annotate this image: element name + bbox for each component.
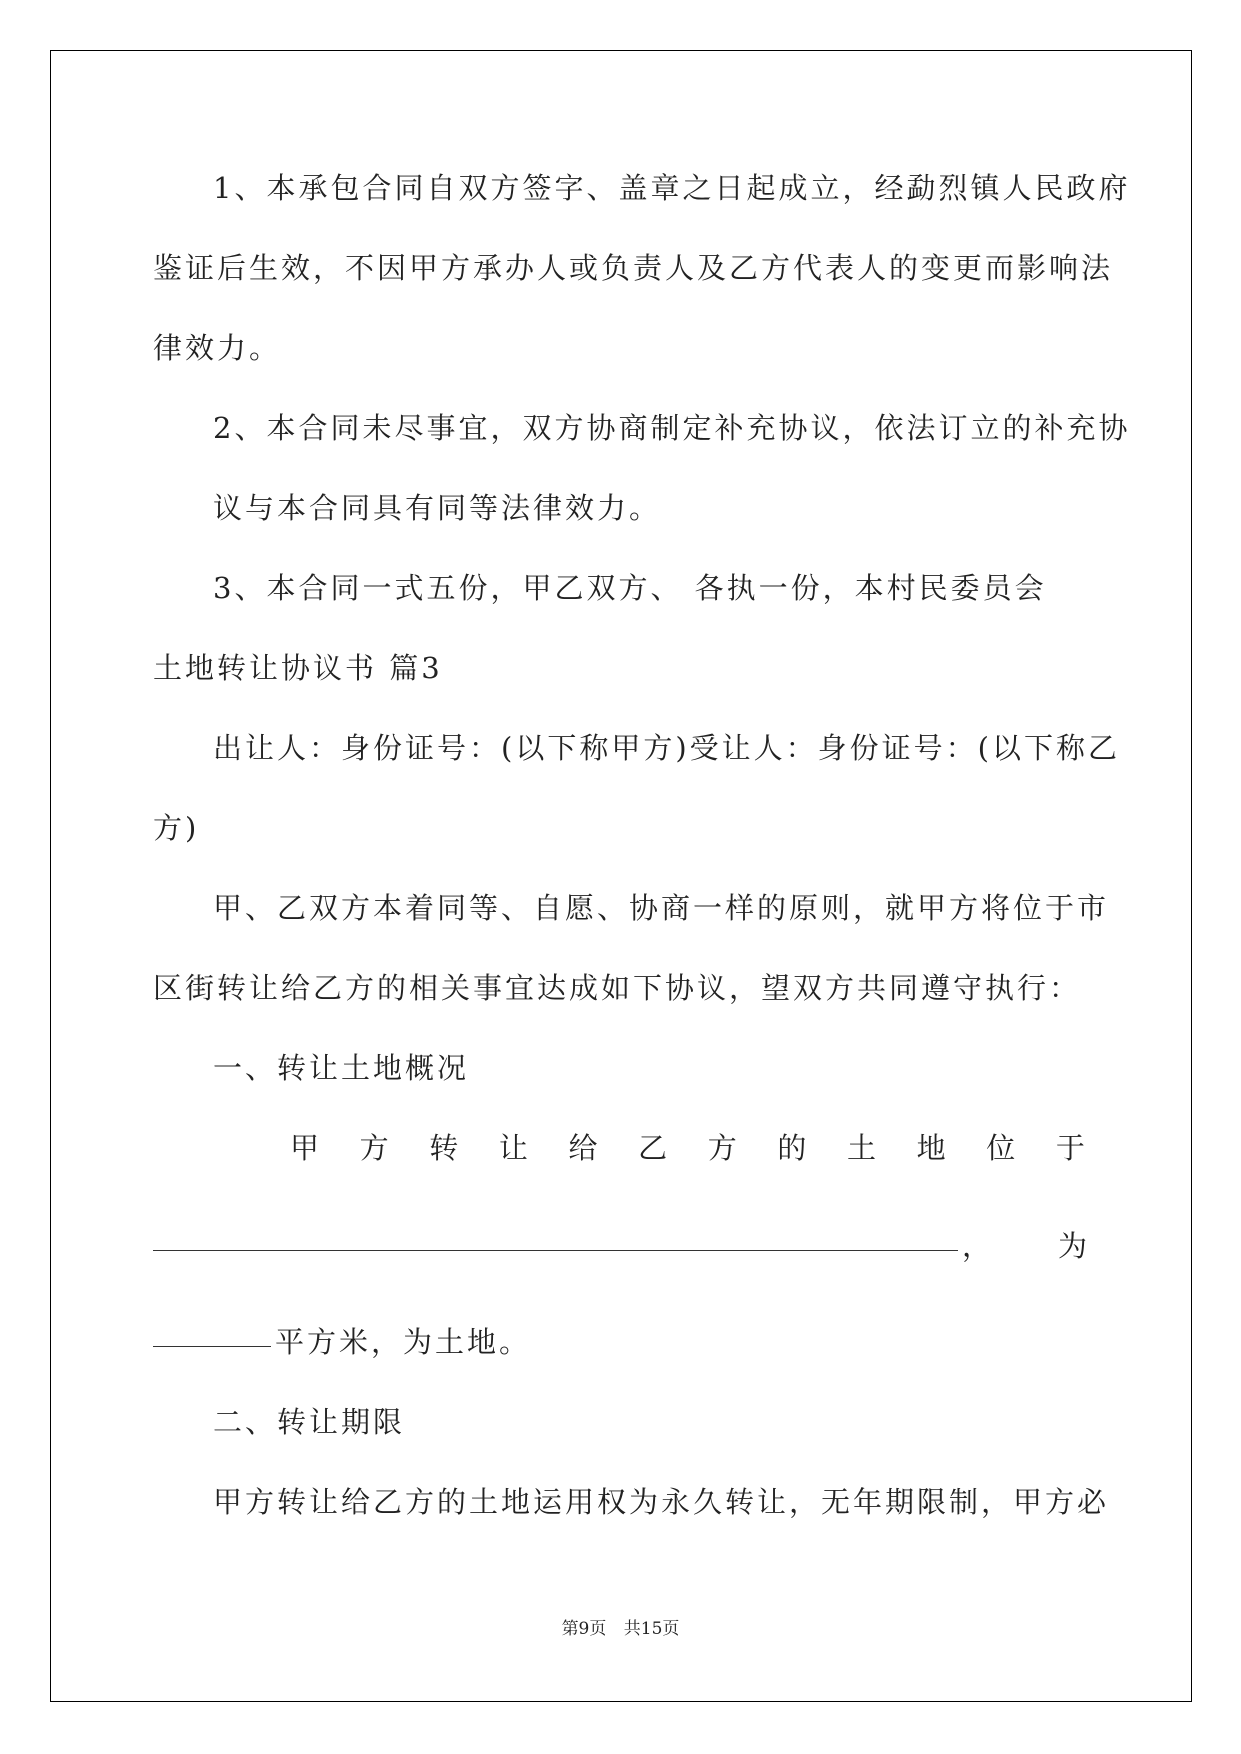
- fill-in-blank-short: [153, 1346, 271, 1347]
- spread-char: 甲: [290, 1131, 323, 1165]
- paragraph-line: 议与本合同具有同等法律效力。: [213, 491, 662, 525]
- spread-char: 方: [359, 1131, 392, 1165]
- blank-comma: ，: [962, 1229, 992, 1263]
- spread-char: 位: [986, 1131, 1019, 1165]
- paragraph-line: 出让人：身份证号：(以下称甲方)受让人：身份证号：(以下称乙: [213, 731, 1120, 765]
- blank-suffix: 为: [1058, 1229, 1088, 1263]
- spread-char: 让: [498, 1131, 531, 1165]
- paragraph-line: 区街转让给乙方的相关事宜达成如下协议，望双方共同遵守执行：: [153, 971, 1082, 1005]
- paragraph-line: 鉴证后生效，不因甲方承办人或负责人及乙方代表人的变更而影响法: [153, 251, 1114, 285]
- page-total: 共15页: [623, 1619, 680, 1639]
- paragraph-line: 律效力。: [153, 331, 282, 365]
- spread-char: 于: [1055, 1131, 1088, 1165]
- subsection-title: 一、转让土地概况: [213, 1051, 470, 1085]
- page-footer: [0, 1614, 1241, 1639]
- paragraph-line: 甲、乙双方本着同等、自愿、协商一样的原则，就甲方将位于市: [213, 891, 1110, 925]
- page-border: [50, 50, 1192, 1702]
- spread-text-line: [290, 1128, 1088, 1168]
- paragraph-line: 方): [153, 811, 200, 845]
- section-heading: 土地转让协议书 篇3: [153, 651, 443, 685]
- subsection-title: 二、转让期限: [213, 1405, 406, 1439]
- spread-char: 乙: [638, 1131, 671, 1165]
- paragraph-line: 3、本合同一式五份，甲乙双方、 各执一份，本村民委员会: [213, 571, 1047, 605]
- paragraph-line: 甲方转让给乙方的土地运用权为永久转让，无年期限制，甲方必: [213, 1485, 1110, 1519]
- spread-char: 方: [707, 1131, 740, 1165]
- paragraph-line: 平方米，为土地。: [275, 1325, 532, 1359]
- spread-char: 转: [429, 1131, 462, 1165]
- page-number: 第9页: [561, 1619, 607, 1639]
- paragraph-line: 1、本承包合同自双方签字、盖章之日起成立，经勐烈镇人民政府: [213, 171, 1131, 205]
- spread-char: 的: [777, 1131, 810, 1165]
- spread-char: 土: [847, 1131, 880, 1165]
- fill-in-blank: [153, 1250, 958, 1251]
- paragraph-line: 2、本合同未尽事宜，双方协商制定补充协议，依法订立的补充协: [213, 411, 1131, 445]
- spread-char: 地: [916, 1131, 949, 1165]
- spread-char: 给: [568, 1131, 601, 1165]
